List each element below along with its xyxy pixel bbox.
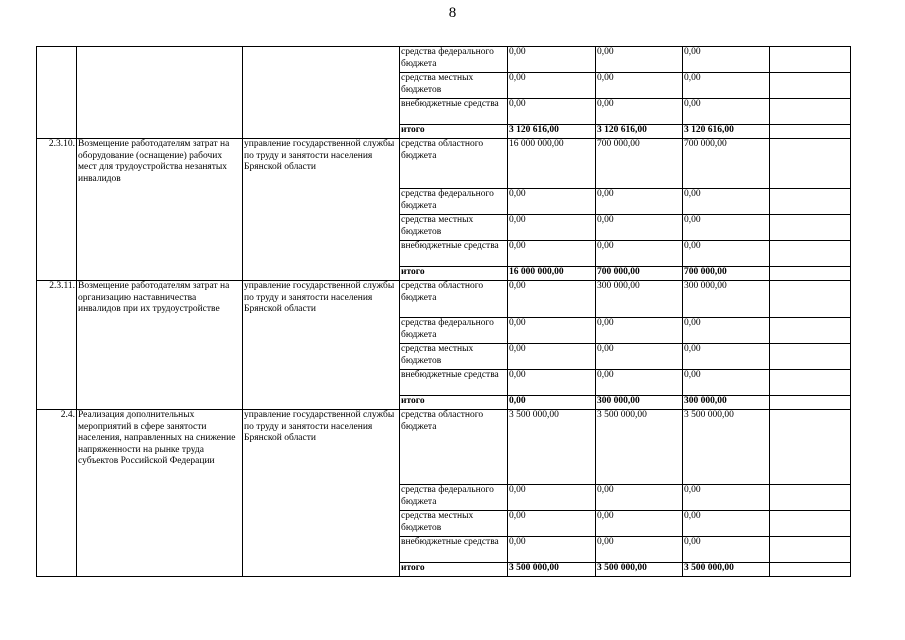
amount-year-2: 300 000,00 — [596, 396, 683, 410]
amount-year-2: 0,00 — [596, 537, 683, 563]
amount-year-2: 3 500 000,00 — [596, 563, 683, 577]
funding-source: итого — [400, 563, 508, 577]
amount-year-1: 0,00 — [508, 344, 596, 370]
amount-year-2: 0,00 — [596, 47, 683, 73]
amount-year-3: 3 500 000,00 — [683, 563, 770, 577]
amount-year-1: 0,00 — [508, 189, 596, 215]
empty-cell — [770, 281, 851, 318]
amount-year-3: 3 500 000,00 — [683, 410, 770, 485]
funding-row — [37, 281, 851, 318]
item-number: 2.4. — [37, 410, 77, 577]
measure-name — [77, 47, 243, 139]
funding-source: внебюджетные средства — [400, 241, 508, 267]
amount-year-3: 0,00 — [683, 370, 770, 396]
empty-cell — [770, 215, 851, 241]
funding-source: внебюджетные средства — [400, 370, 508, 396]
amount-year-1: 0,00 — [508, 47, 596, 73]
item-number: 2.3.11. — [37, 281, 77, 410]
amount-year-2: 0,00 — [596, 241, 683, 267]
amount-year-2: 0,00 — [596, 189, 683, 215]
amount-year-3: 0,00 — [683, 215, 770, 241]
amount-year-3: 0,00 — [683, 241, 770, 267]
funding-source: средства областного бюджета — [400, 410, 508, 485]
amount-year-2: 0,00 — [596, 344, 683, 370]
amount-year-2: 3 120 616,00 — [596, 125, 683, 139]
amount-year-1: 0,00 — [508, 396, 596, 410]
funding-source: средства местных бюджетов — [400, 73, 508, 99]
measure-name: Возмещение работодателям затрат на оборудование (оснащение) рабочих мест для трудоустройства незанятых инвалидов — [77, 139, 243, 281]
empty-cell — [770, 485, 851, 511]
amount-year-1: 3 120 616,00 — [508, 125, 596, 139]
amount-year-1: 0,00 — [508, 73, 596, 99]
amount-year-2: 0,00 — [596, 73, 683, 99]
amount-year-1: 0,00 — [508, 99, 596, 125]
funding-source: средства федерального бюджета — [400, 189, 508, 215]
funding-source: внебюджетные средства — [400, 537, 508, 563]
amount-year-3: 0,00 — [683, 537, 770, 563]
empty-cell — [770, 370, 851, 396]
empty-cell — [770, 511, 851, 537]
amount-year-3: 0,00 — [683, 318, 770, 344]
amount-year-1: 0,00 — [508, 318, 596, 344]
funding-source: средства местных бюджетов — [400, 511, 508, 537]
funding-row — [37, 139, 851, 189]
funding-source: итого — [400, 267, 508, 281]
funding-source: средства местных бюджетов — [400, 215, 508, 241]
amount-year-2: 300 000,00 — [596, 281, 683, 318]
amount-year-2: 700 000,00 — [596, 267, 683, 281]
empty-cell — [770, 189, 851, 215]
amount-year-2: 0,00 — [596, 511, 683, 537]
item-number: 2.3.10. — [37, 139, 77, 281]
amount-year-1: 16 000 000,00 — [508, 267, 596, 281]
funding-source: средства областного бюджета — [400, 139, 508, 189]
empty-cell — [770, 318, 851, 344]
amount-year-3: 0,00 — [683, 485, 770, 511]
empty-cell — [770, 563, 851, 577]
amount-year-3: 3 120 616,00 — [683, 125, 770, 139]
amount-year-2: 700 000,00 — [596, 139, 683, 189]
amount-year-1: 3 500 000,00 — [508, 410, 596, 485]
amount-year-3: 0,00 — [683, 511, 770, 537]
amount-year-1: 3 500 000,00 — [508, 563, 596, 577]
amount-year-3: 700 000,00 — [683, 139, 770, 189]
amount-year-3: 0,00 — [683, 189, 770, 215]
empty-cell — [770, 410, 851, 485]
funding-source: средства областного бюджета — [400, 281, 508, 318]
amount-year-2: 0,00 — [596, 318, 683, 344]
amount-year-3: 300 000,00 — [683, 396, 770, 410]
amount-year-1: 0,00 — [508, 281, 596, 318]
responsible-executor — [243, 47, 400, 139]
amount-year-3: 0,00 — [683, 99, 770, 125]
empty-cell — [770, 73, 851, 99]
amount-year-1: 0,00 — [508, 241, 596, 267]
measure-name: Реализация дополнительных мероприятий в сфере занятости населения, направленных на снижение напряженности на рынке труда субъектов Российской Федерации — [77, 410, 243, 577]
amount-year-2: 0,00 — [596, 370, 683, 396]
page-number: 8 — [448, 5, 457, 21]
funding-source: итого — [400, 396, 508, 410]
item-number — [37, 47, 77, 139]
amount-year-2: 3 500 000,00 — [596, 410, 683, 485]
amount-year-3: 0,00 — [683, 73, 770, 99]
amount-year-1: 0,00 — [508, 485, 596, 511]
funding-source: внебюджетные средства — [400, 99, 508, 125]
empty-cell — [770, 267, 851, 281]
empty-cell — [770, 125, 851, 139]
budget-table — [36, 46, 851, 577]
amount-year-2: 0,00 — [596, 99, 683, 125]
amount-year-1: 0,00 — [508, 215, 596, 241]
empty-cell — [770, 47, 851, 73]
amount-year-3: 300 000,00 — [683, 281, 770, 318]
funding-source: итого — [400, 125, 508, 139]
funding-source: средства федерального бюджета — [400, 318, 508, 344]
amount-year-3: 0,00 — [683, 344, 770, 370]
empty-cell — [770, 344, 851, 370]
empty-cell — [770, 537, 851, 563]
amount-year-3: 700 000,00 — [683, 267, 770, 281]
funding-source: средства федерального бюджета — [400, 485, 508, 511]
amount-year-1: 0,00 — [508, 537, 596, 563]
funding-row — [37, 47, 851, 73]
amount-year-1: 0,00 — [508, 511, 596, 537]
amount-year-2: 0,00 — [596, 215, 683, 241]
empty-cell — [770, 99, 851, 125]
amount-year-1: 0,00 — [508, 370, 596, 396]
empty-cell — [770, 139, 851, 189]
responsible-executor: управление государственной службы по труду и занятости населения Брянской области — [243, 139, 400, 281]
funding-source: средства федерального бюджета — [400, 47, 508, 73]
empty-cell — [770, 396, 851, 410]
responsible-executor: управление государственной службы по труду и занятости населения Брянской области — [243, 410, 400, 577]
funding-row — [37, 410, 851, 485]
measure-name: Возмещение работодателям затрат на организацию наставничества инвалидов при их трудоустройстве — [77, 281, 243, 410]
amount-year-3: 0,00 — [683, 47, 770, 73]
funding-source: средства местных бюджетов — [400, 344, 508, 370]
responsible-executor: управление государственной службы по труду и занятости населения Брянской области — [243, 281, 400, 410]
empty-cell — [770, 241, 851, 267]
amount-year-2: 0,00 — [596, 485, 683, 511]
amount-year-1: 16 000 000,00 — [508, 139, 596, 189]
